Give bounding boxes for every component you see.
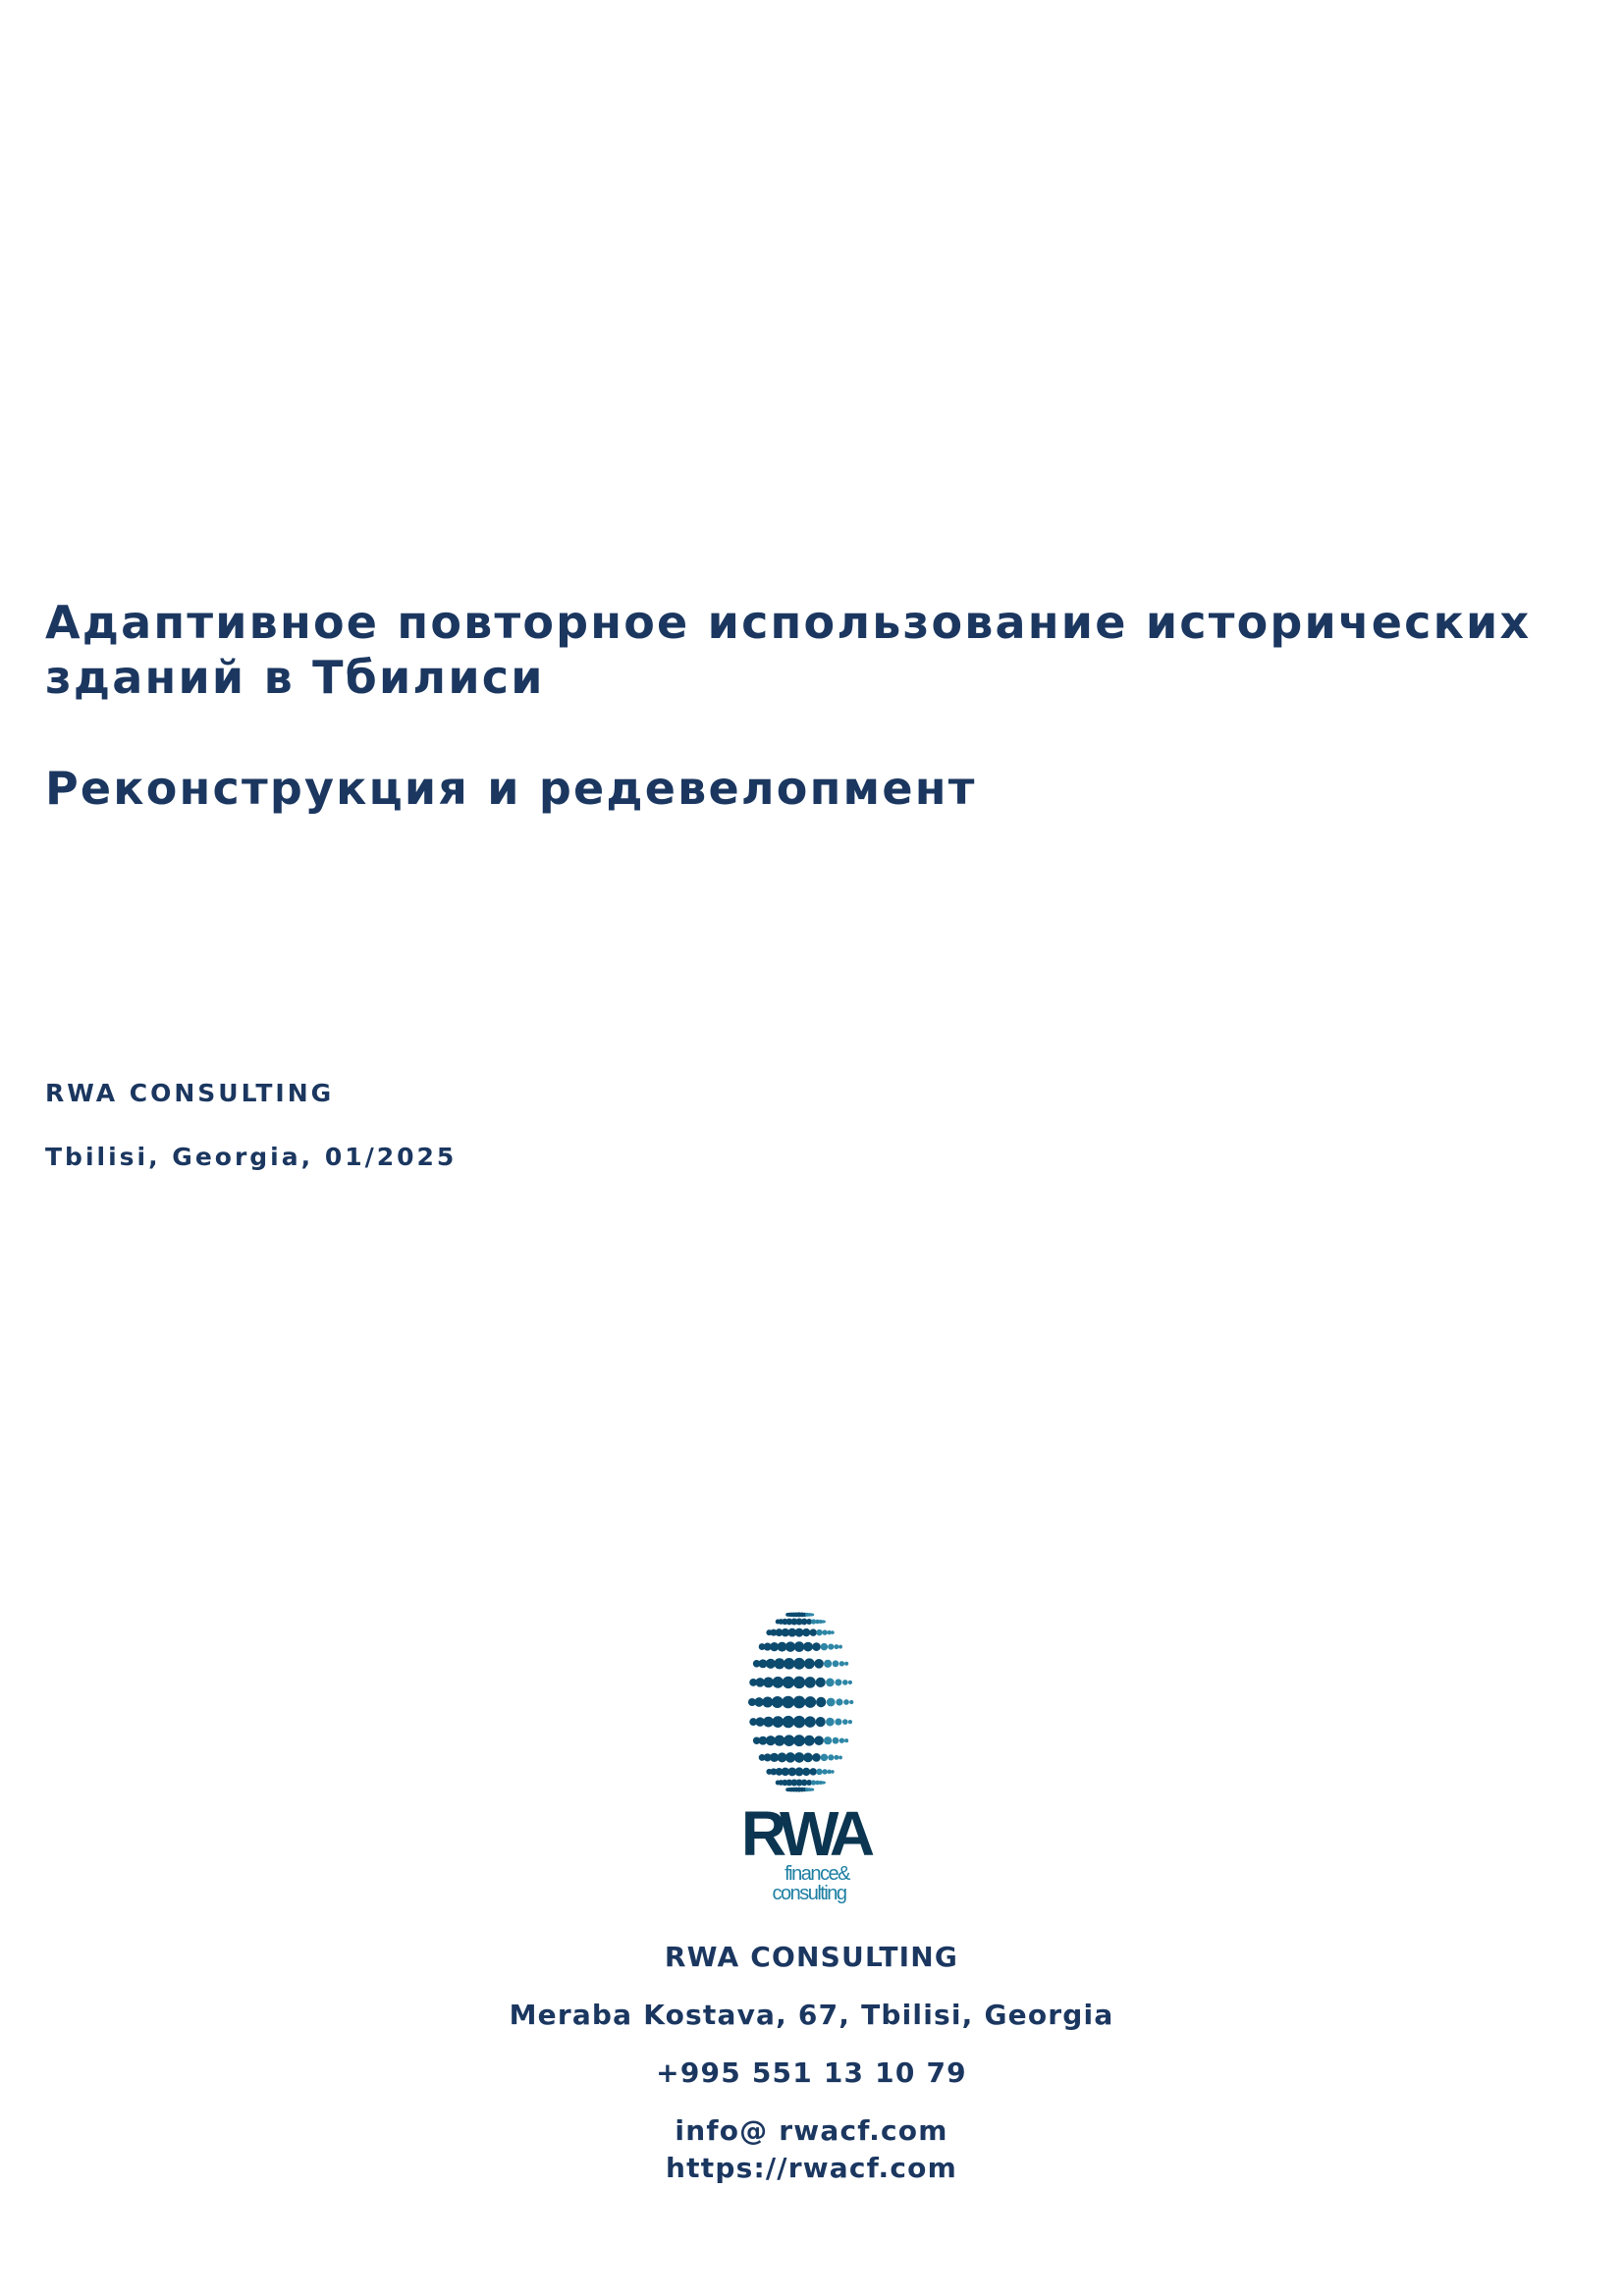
globe-dot — [839, 1738, 844, 1743]
globe-dot — [824, 1736, 832, 1744]
globe-dot — [774, 1735, 784, 1746]
globe-dot — [822, 1629, 827, 1634]
globe-dot — [836, 1698, 842, 1705]
globe-dot — [816, 1678, 826, 1687]
globe-dot — [763, 1678, 774, 1688]
logo-tagline-line1: finance& — [784, 1863, 849, 1885]
globe-dot — [844, 1738, 848, 1742]
globe-dot — [835, 1719, 841, 1726]
globe-dot — [816, 1629, 823, 1636]
company-name: RWA CONSULTING — [45, 1079, 335, 1107]
globe-dot — [816, 1717, 826, 1727]
title-line-1: Адаптивное повторное использование исторических — [45, 596, 1532, 649]
globe-dot — [814, 1735, 824, 1745]
globe-dot — [812, 1753, 821, 1762]
logo-tagline-line2: consulting — [772, 1883, 846, 1904]
globe-dot — [828, 1754, 834, 1760]
globe-dot — [793, 1658, 805, 1670]
globe-dot — [827, 1698, 836, 1707]
footer-email[interactable]: info@ rwacf.com — [675, 2114, 948, 2147]
title-line-2: зданий в Тбилиси — [45, 651, 545, 704]
place-and-date: Tbilisi, Georgia, 01/2025 — [45, 1143, 458, 1171]
globe-dot — [803, 1642, 813, 1652]
globe-dot — [839, 1645, 842, 1649]
globe-dot — [848, 1681, 852, 1684]
globe-dot — [784, 1658, 795, 1670]
globe-dot — [849, 1700, 853, 1704]
globe-dot — [804, 1658, 815, 1669]
globe-dot — [784, 1735, 795, 1746]
globe-dot — [782, 1696, 794, 1709]
globe-dot — [804, 1735, 815, 1746]
globe-dot — [821, 1754, 828, 1761]
globe-dot — [822, 1769, 827, 1774]
globe-dot — [831, 1770, 835, 1774]
globe-dot — [802, 1768, 810, 1776]
globe-dot — [772, 1716, 784, 1728]
globe-dot — [794, 1752, 805, 1763]
globe-dot — [828, 1643, 834, 1649]
globe-dot — [835, 1679, 841, 1685]
globe-dot — [823, 1621, 826, 1624]
globe-dot — [823, 1782, 826, 1785]
document-subtitle: Реконструкция и редевелопмент — [45, 762, 977, 815]
footer-phone: +995 551 13 10 79 — [656, 2056, 967, 2089]
globe-dot — [785, 1641, 795, 1651]
globe-dot — [772, 1677, 784, 1688]
globe-dot — [833, 1660, 839, 1667]
globe-dot — [844, 1662, 848, 1666]
globe-dot — [812, 1642, 821, 1651]
globe-dot — [794, 1641, 805, 1652]
globe-dot — [793, 1735, 805, 1746]
globe-dot — [842, 1719, 848, 1725]
document-title — [45, 595, 1577, 705]
globe-dot — [812, 1614, 815, 1617]
globe-dot — [843, 1699, 849, 1705]
globe-dot — [772, 1696, 784, 1708]
globe-dot — [802, 1629, 810, 1636]
footer-website[interactable]: https://rwacf.com — [666, 2152, 957, 2184]
footer-company: RWA CONSULTING — [664, 1941, 959, 1973]
globe-dot — [833, 1737, 839, 1744]
globe-dot — [821, 1643, 828, 1650]
globe-dot — [804, 1696, 816, 1708]
globe-dot — [762, 1697, 773, 1708]
rwa-logo — [727, 1602, 884, 1916]
globe-dot — [804, 1716, 816, 1728]
globe-dot — [814, 1659, 824, 1669]
footer-address: Meraba Kostava, 67, Tbilisi, Georgia — [509, 1999, 1114, 2031]
globe-icon — [748, 1612, 853, 1791]
globe-dot — [839, 1755, 842, 1759]
globe-dot — [834, 1644, 839, 1649]
globe-dot — [812, 1789, 815, 1791]
globe-dot — [842, 1680, 848, 1685]
globe-dot — [793, 1696, 806, 1709]
globe-dot — [803, 1753, 813, 1763]
globe-dot — [783, 1677, 794, 1688]
globe-dot — [763, 1717, 774, 1728]
logo-wordmark: RWA — [740, 1798, 870, 1869]
globe-dot — [793, 1716, 806, 1729]
globe-dot — [785, 1752, 795, 1762]
globe-dot — [809, 1629, 816, 1635]
globe-dot — [809, 1768, 816, 1775]
globe-dot — [839, 1661, 844, 1666]
globe-dot — [804, 1677, 816, 1688]
globe-dot — [831, 1630, 835, 1634]
globe-dot — [848, 1720, 852, 1724]
globe-dot — [774, 1658, 784, 1669]
globe-dot — [824, 1660, 832, 1668]
globe-dot — [826, 1679, 835, 1687]
globe-dot — [816, 1769, 823, 1776]
globe-dot — [793, 1677, 806, 1689]
globe-dot — [816, 1697, 826, 1707]
globe-dot — [826, 1718, 835, 1727]
globe-dot — [783, 1716, 794, 1728]
globe-dot — [834, 1755, 839, 1760]
